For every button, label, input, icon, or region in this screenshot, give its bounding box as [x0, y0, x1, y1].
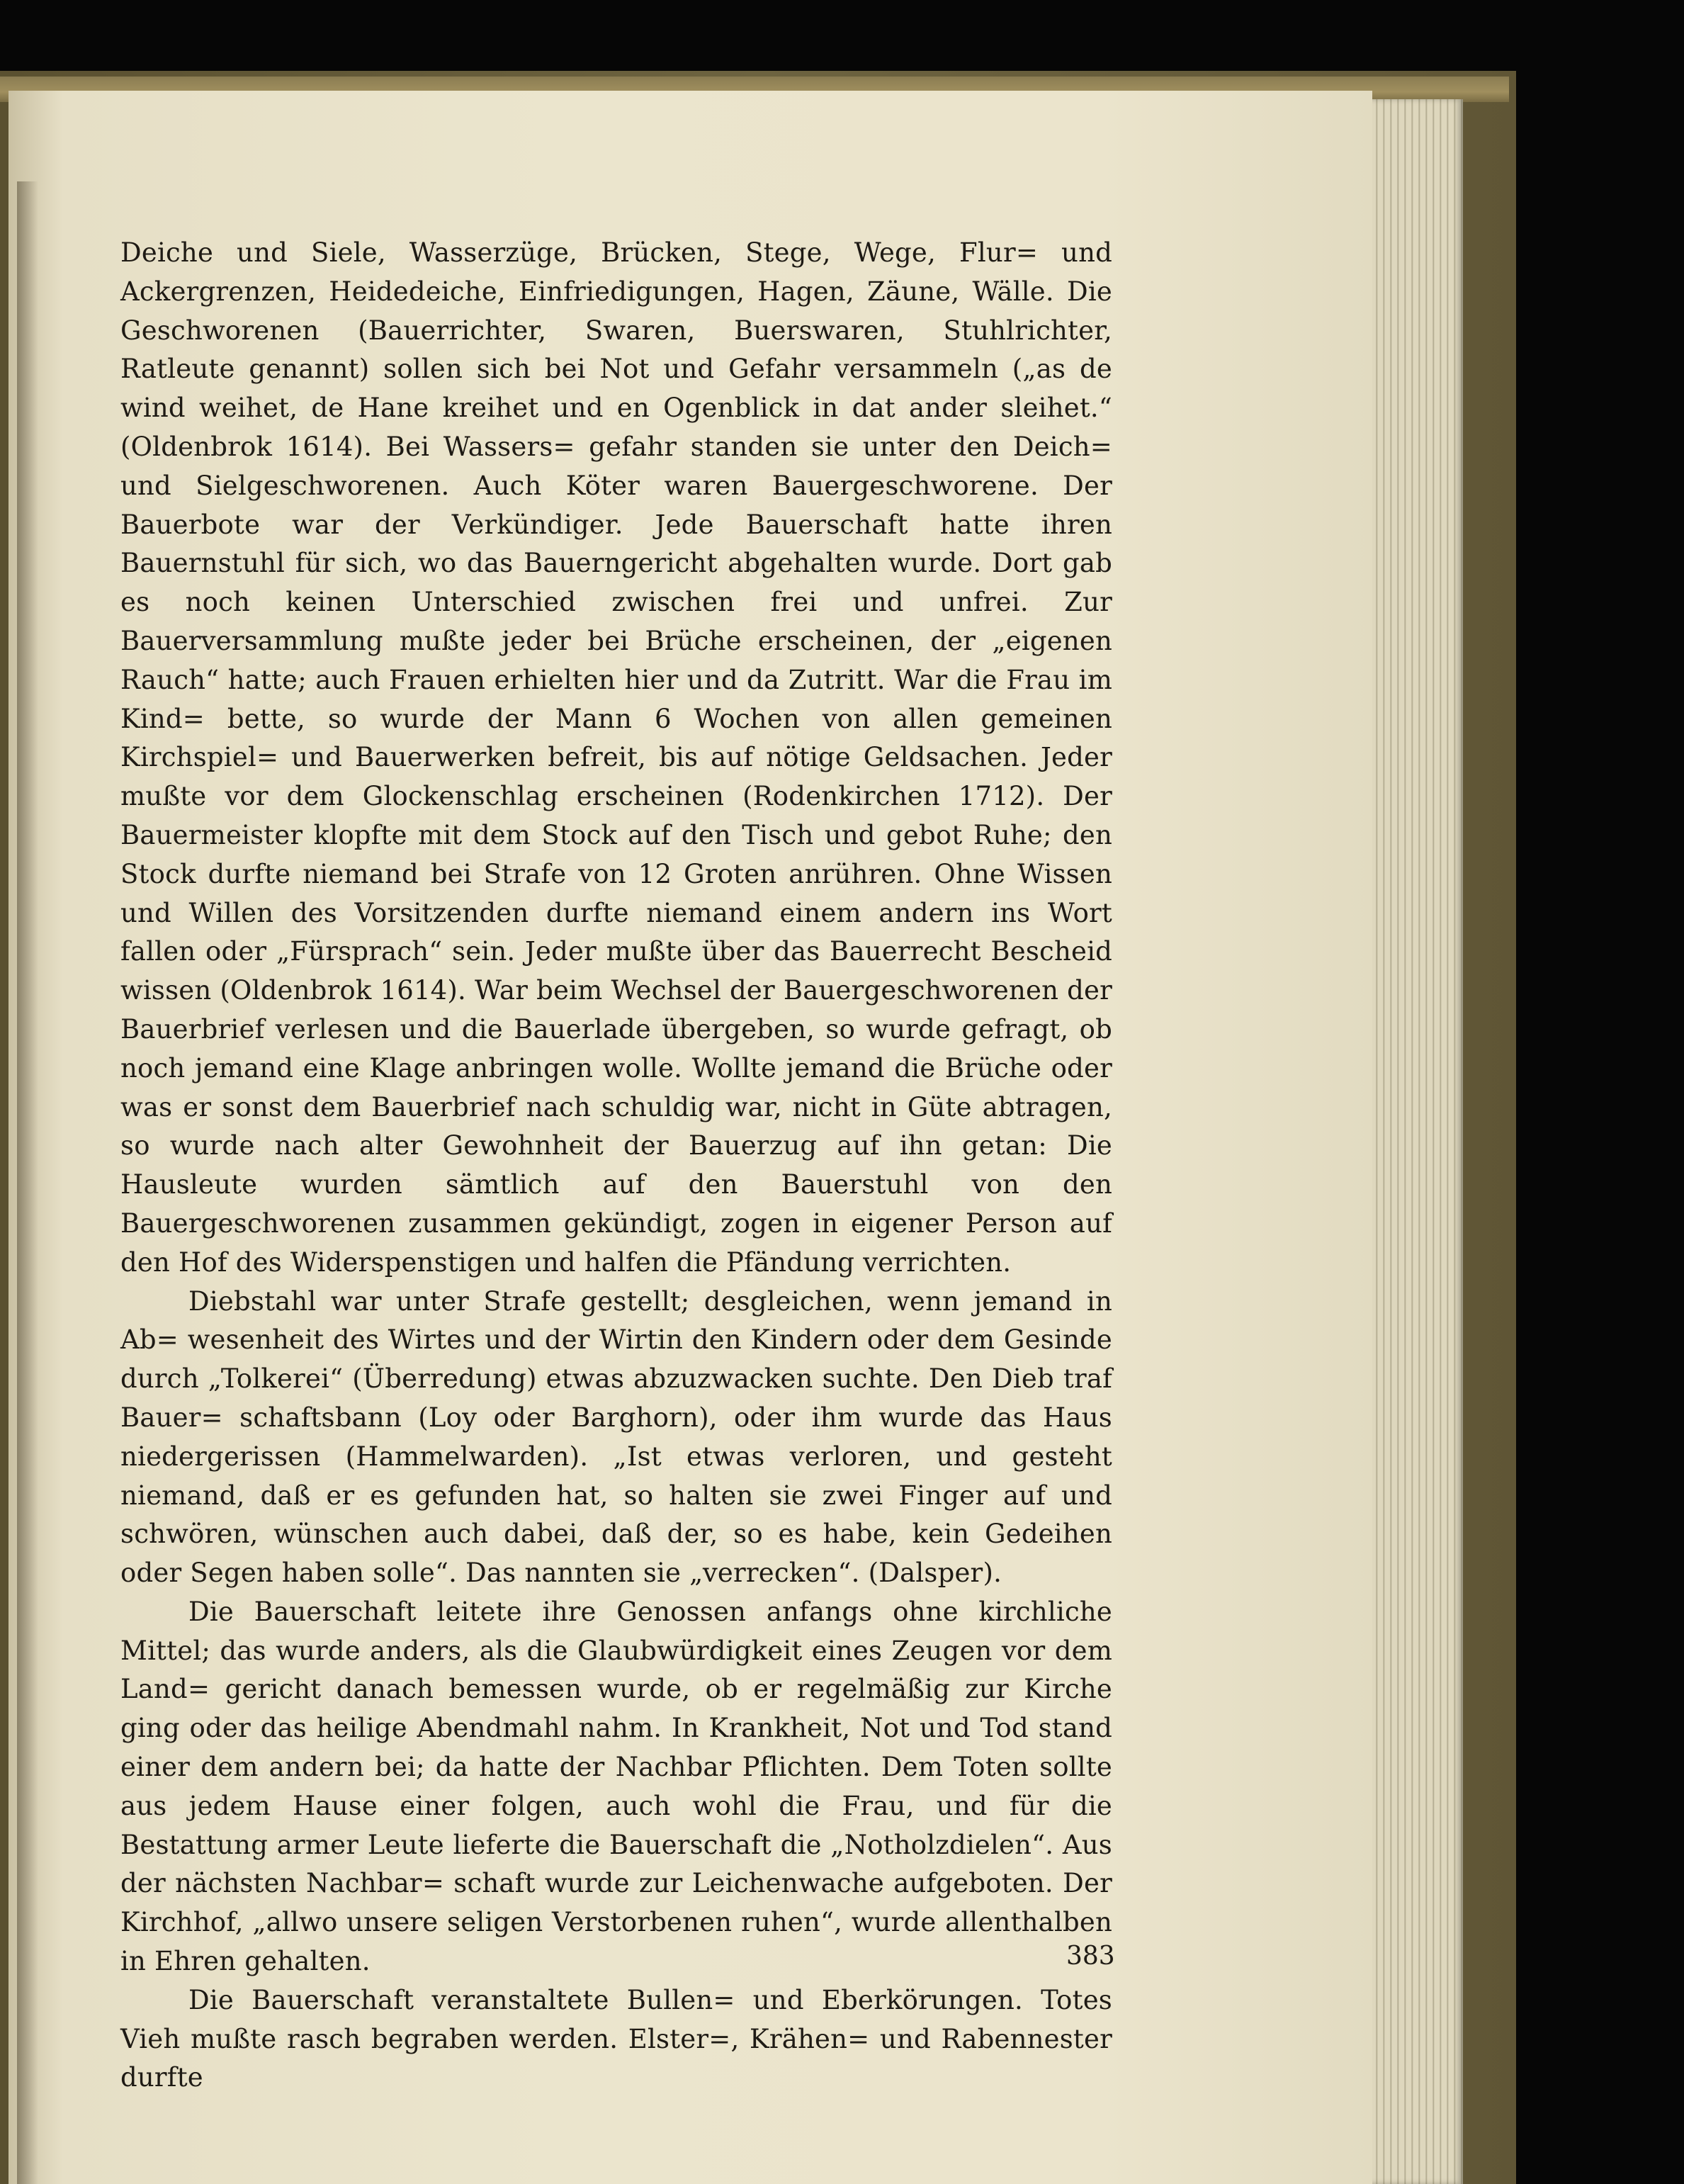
paragraph-4: Die Bauerschaft veranstaltete Bullen= und Eberkörungen. Totes Vieh mußte rasch begraben werden. Elster=, Krähen= und Rabennester durfte — [120, 1984, 1112, 2093]
paragraph-1: Deiche und Siele, Wasserzüge, Brücken, Stege, Wege, Flur= und Ackergrenzen, Heidedeiche, Einfriedigungen, Hagen, Zäune, Wälle. Die Geschworenen (Bauerrichter, Swaren, Buerswaren, Stuhlrichter, Ratleute genannt) sollen sich bei Not und Gefahr versammeln („as de wind weihet, de Hane kreihet und en Ogenblick in dat ander sleihet.“ (Oldenbrok 1614). Bei Wassers= gefahr standen sie unter den Deich= und Sielgeschworenen. Auch Köter waren Bauergeschworene. Der Bauerbote war der Verkündiger. Jede Bauerschaft hatte ihren Bauernstuhl für sich, wo das Bauerngericht abgehalten wurde. Dort gab es noch keinen Unterschied zwischen frei und unfrei. Zur Bauerversammlung mußte jeder bei Brüche erscheinen, der „eigenen Rauch“ hatte; auch Frauen erhielten hier und da Zutritt. War die Frau im Kind= bette, so wurde der Mann 6 Wochen von allen gemeinen Kirchspiel= und Bauerwerken befreit, bis auf nötige Geldsachen. Jeder mußte vor dem Glockenschlag erscheinen (Rodenkirchen 1712). Der Bauermeister klopfte mit dem Stock auf den Tisch und gebot Ruhe; den Stock durfte niemand bei Strafe von 12 Groten anrühren. Ohne Wissen und Willen des Vorsitzenden durfte niemand einem andern ins Wort fallen oder „Fürsprach“ sein. Jeder mußte über das Bauerrecht Bescheid wissen (Oldenbrok 1614). War beim Wechsel der Bauergeschworenen der Bauerbrief verlesen und die Bauerlade übergeben, so wurde gefragt, ob noch jemand eine Klage anbringen wolle. Wollte jemand die Brüche oder was er sonst dem Bauerbrief nach schuldig war, nicht in Güte abtragen, so wurde nach alter Gewohnheit der Bauerzug auf ihn getan: Die Hausleute wurden sämtlich auf den Bauerstuhl von den Bauergeschworenen zusammen gekündigt, zogen in eigener Person auf den Hof des Widerspenstigen und halfen die Pfändung verrichten. — [120, 237, 1112, 1278]
page-number: 383 — [1066, 1942, 1115, 1971]
page-edges — [1357, 99, 1463, 2184]
spine-shadow — [17, 181, 38, 2184]
paragraph-2: Diebstahl war unter Strafe gestellt; desgleichen, wenn jemand in Ab= wesenheit des Wirtes und der Wirtin den Kindern oder dem Gesinde durch „Tolkerei“ (Überredung) etwas abzuzwacken suchte. Den Dieb traf Bauer= schaftsbann (Loy oder Barghorn), oder ihm wurde das Haus niedergerissen (Hammelwarden). „Ist etwas verloren, und gesteht niemand, daß er es gefunden hat, so halten sie zwei Finger auf und schwören, wünschen auch dabei, daß der, so es habe, kein Gedeihen oder Segen haben solle“. Das nannten sie „verrecken“. (Dalsper). — [120, 1285, 1112, 1589]
paragraph-3: Die Bauerschaft leitete ihre Genossen anfangs ohne kirchliche Mittel; das wurde anders, als die Glaubwürdigkeit eines Zeugen vor dem Land= gericht danach bemessen wurde, ob er regelmäßig zur Kirche ging oder das heilige Abendmahl nahm. In Krankheit, Not und Tod stand einer dem andern bei; da hatte der Nachbar Pflichten. Dem Toten sollte aus jedem Hause einer folgen, auch wohl die Frau, und für die Bestattung armer Leute lieferte die Bauerschaft die „Notholzdielen“. Aus der nächsten Nachbar= schaft wurde zur Leichenwache aufgeboten. Der Kirchhof, „allwo unsere seligen Verstorbenen ruhen“, wurde allenthalben in Ehren gehalten. — [120, 1596, 1112, 1977]
body-text — [120, 234, 1112, 2098]
